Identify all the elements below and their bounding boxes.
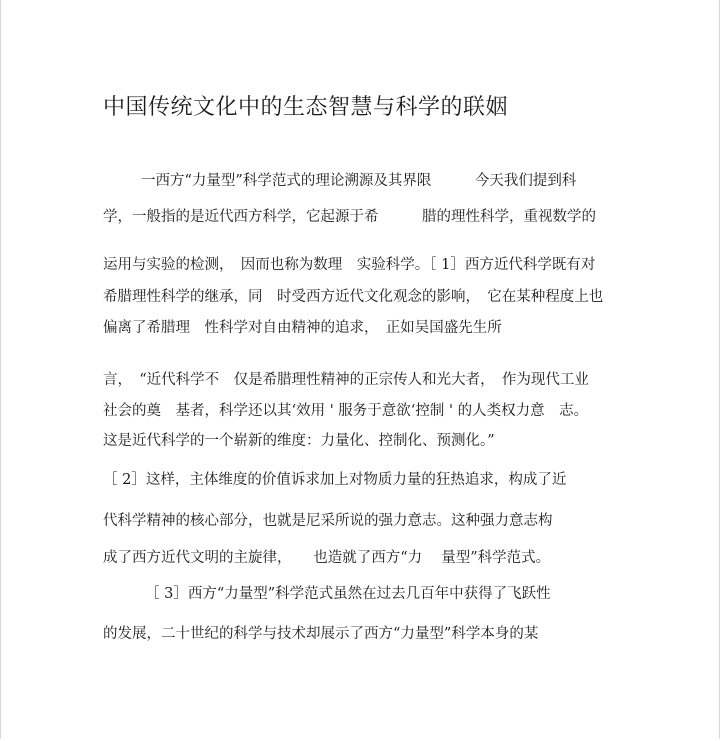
body-line-8: 这是近代科学的一个崭新的维度：力量化、控制化、预测化。” [103, 433, 495, 449]
document-title: 中国传统文化中的生态智慧与科学的联姻 [103, 95, 509, 120]
body-line-10: 代科学精神的核心部分，也就是尼采所说的强力意志。这种强力意志构 [103, 513, 553, 529]
body-line-1: 一西方“力量型”科学范式的理论溯源及其界限 今天我们提到科 [141, 173, 577, 189]
body-line-5: 偏离了希腊理 性科学对自由精神的追求， 正如吴国盛先生所 [103, 320, 502, 336]
body-line-12: ［ 3］西方“力量型”科学范式虽然在过去几百年中获得了飞跃性 [145, 586, 551, 602]
body-line-11: 成了西方近代文明的主旋律， 也造就了西方“力 量型”科学范式。 [103, 550, 551, 566]
body-line-9: ［ 2］这样，主体维度的价值诉求加上对物质力量的狂热追求，构成了近 [103, 472, 567, 488]
body-line-3: 运用与实验的检测， 因而也称为数理 实验科学。［ 1］西方近代科学既有对 [103, 257, 596, 273]
body-line-4: 希腊理性科学的继承，同 时受西方近代文化观念的影响， 它在某种程度上也 [103, 289, 604, 305]
body-line-2: 学，一般指的是近代西方科学，它起源于希 腊的理性科学，重视数学的 [103, 209, 596, 225]
body-line-7: 社会的奠 基者，科学还以其‘效用 ' 服务于意欲‘控制 ' 的人类权力意 志。 [103, 403, 589, 419]
body-line-6: 言， “近代科学不 仅是希腊理性精神的正宗传人和光大者， 作为现代工业 [103, 372, 589, 388]
body-line-13: 的发展，二十世纪的科学与技术却展示了西方“力量型”科学本身的某 [103, 626, 539, 642]
